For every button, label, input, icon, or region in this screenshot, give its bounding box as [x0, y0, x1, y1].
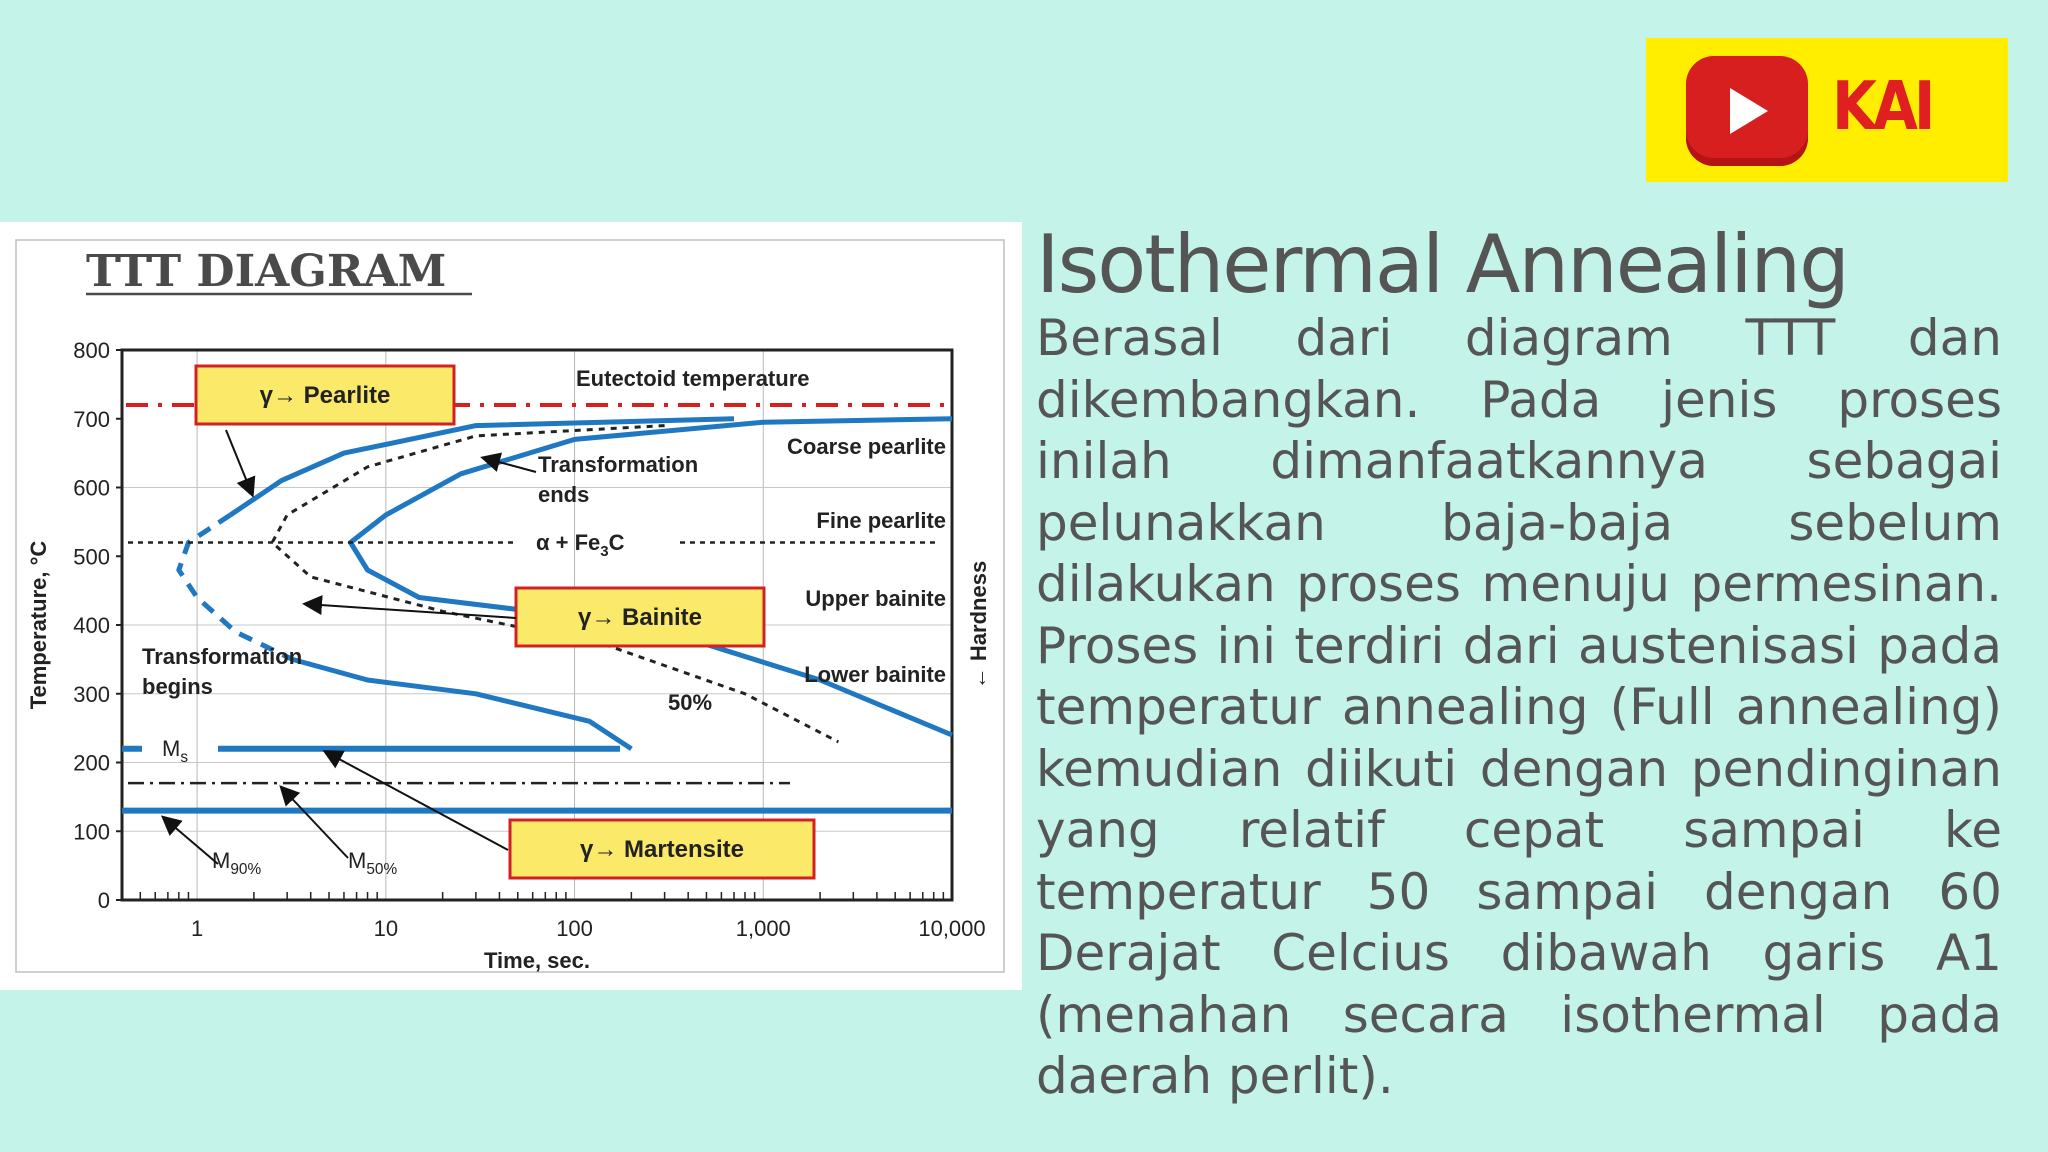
y-tick-label: 100 [73, 819, 110, 845]
y-tick-label: 200 [73, 750, 110, 776]
x-tick-label: 1 [190, 916, 204, 941]
bainite-label: γ→ Bainite [577, 604, 703, 631]
fine-pearlite-label: Fine pearlite [816, 508, 946, 533]
alpha-fe3c-label: $\alpha + Fe_3C$ [536, 530, 625, 560]
diagram-panel [0, 222, 1022, 990]
ttt-diagram [0, 222, 1022, 990]
transformation-ends-label: Transformation [538, 452, 699, 477]
m90-label: $M_{90\%}$ [212, 848, 262, 878]
ms-label: $M_s$ [162, 736, 189, 766]
x-tick-label: 10 [373, 916, 399, 941]
eutectoid-label: Eutectoid temperature [576, 366, 810, 391]
lower-bainite-label: Lower bainite [804, 662, 946, 687]
y-tick-label: 400 [73, 613, 110, 638]
y-tick-label: 600 [73, 475, 110, 501]
y-tick-label: 300 [73, 681, 110, 707]
y-axis-label: Temperature, °C [26, 540, 51, 710]
m50-label: $M_{50\%}$ [348, 848, 398, 878]
channel-logo [1646, 38, 2008, 182]
play-icon [1686, 56, 1808, 166]
x-tick-label: 100 [556, 916, 593, 941]
slide-title: Isothermal Annealing [1036, 218, 1848, 311]
y-tick-label: 700 [73, 406, 110, 432]
martensite-label: γ→ Martensite [579, 836, 745, 863]
fifty-percent-label: 50% [668, 690, 713, 715]
slide-body: Berasal dari diagram TTT dan dikembangkan. Pada jenis proses inilah dimanfaatkannya sebagai pelunakkan baja-baja sebelum dilakukan proses menuju permesinan. Proses ini terdiri dari austenisasi pada temperatur annealing (Full annealing) kemudian diikuti dengan pendinginan yang relatif cepat sampai ke temperatur 50 sampai dengan 60 Derajat Celcius dibawah garis A1 (menahan secara isothermal pada daerah perlit). [1036, 309, 2002, 1105]
transformation-begins-label-2: begins [142, 674, 213, 699]
x-axis-label: Time, sec. [484, 948, 590, 973]
pearlite-label: γ→ Pearlite [259, 382, 391, 409]
transformation-ends-label-2: ends [538, 482, 590, 507]
y-tick-label: 500 [73, 544, 110, 570]
transformation-begins-label: Transformation [142, 644, 303, 669]
logo-text: KAI [1832, 66, 1932, 146]
diagram-title: TTT DIAGRAM [86, 246, 447, 297]
coarse-pearlite-label: Coarse pearlite [787, 434, 946, 459]
x-tick-label: 10,000 [918, 916, 986, 941]
hardness-label: ← Hardness [966, 560, 991, 690]
x-tick-label: 1,000 [735, 916, 791, 941]
upper-bainite-label: Upper bainite [805, 586, 946, 611]
y-tick-label: 0 [97, 888, 110, 913]
y-tick-label: 800 [73, 338, 110, 363]
